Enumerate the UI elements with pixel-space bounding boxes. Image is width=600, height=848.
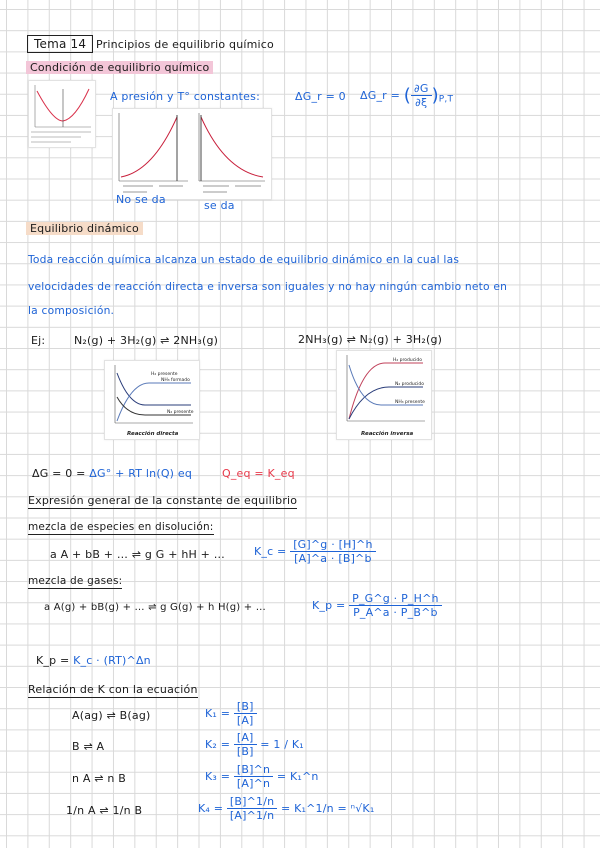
- row4-rest: = K₁^1/n = ⁿ√K₁: [280, 802, 375, 815]
- general-reaction-gases: a A(g) + bB(g) + … ⇌ g G(g) + h H(g) + …: [44, 602, 266, 613]
- gibbs-energy-figure: [112, 108, 272, 200]
- page-title: Principios de equilibrio químico: [96, 38, 274, 51]
- kp-kc-black: K_p =: [36, 654, 70, 667]
- row4-k: [198, 795, 374, 822]
- delta-g-blue: ΔG° + RT ln(Q) eq: [89, 467, 193, 480]
- kc-lhs: K_c =: [254, 545, 287, 558]
- mezcla-disolucion-label: mezcla de especies en disolución:: [28, 521, 214, 533]
- partial-g: ∂G: [411, 82, 432, 96]
- kp-kc-blue: K_c · (RT)^Δn: [73, 654, 151, 667]
- row2-k-label: K₂ =: [205, 738, 231, 751]
- condicion-text: A presión y T° constantes:: [110, 90, 260, 103]
- row4-num: [B]^1/n: [227, 795, 277, 809]
- row1-num: [B]: [234, 700, 257, 714]
- direct-reaction-figure: [104, 360, 200, 440]
- row1-k: [205, 700, 257, 727]
- label-se-da: se da: [204, 199, 235, 212]
- direct-caption: Reacción directa: [127, 431, 179, 437]
- direct-label-n2: N₂ presente: [167, 410, 194, 415]
- definition-line-2: velocidades de reacción directa e inversa son iguales y no hay ningún cambio neto en: [28, 280, 508, 293]
- row3-k-label: K₃ =: [205, 770, 231, 783]
- row3-rest: = K₁^n: [276, 770, 319, 783]
- kp-numerator: P_G^g · P_H^h: [349, 592, 442, 606]
- kc-numerator: [G]^g · [H]^h: [290, 538, 375, 552]
- row2-k: [205, 731, 304, 758]
- inverse-reaction-figure: [336, 350, 432, 440]
- gibbs-minimum-figure: [28, 80, 96, 148]
- heading-relacion-k: Relación de K con la ecuación: [28, 683, 198, 696]
- reaction-direct: N₂(g) + 3H₂(g) ⇌ 2NH₃(g): [74, 334, 219, 347]
- row3-num: [B]^n: [234, 763, 273, 777]
- delta-g-lhs: ΔG_r =: [360, 89, 400, 102]
- row4-den: [A]^1/n: [229, 809, 275, 822]
- reaction-inverse: 2NH₃(g) ⇌ N₂(g) + 3H₂(g): [298, 333, 443, 346]
- kp-expression: [312, 592, 442, 619]
- direct-label-h2: H₂ presente: [151, 372, 178, 377]
- row3-den: [A]^n: [236, 777, 271, 790]
- q-equals-k: Q_eq = K_eq: [222, 467, 295, 480]
- delta-g-definition: ΔG_r = ( $\frac{\partial G}{\partial\xi}$ )$_{P,T}$: [360, 82, 454, 109]
- kp-lhs: K_p =: [312, 599, 346, 612]
- row2-den: [B]: [236, 745, 254, 758]
- direct-label-nh3: NH₃ formado: [161, 378, 190, 383]
- tema-label: Tema 14: [27, 35, 93, 53]
- delta-g-equilibrium: [32, 467, 192, 480]
- row3-reaction: n A ⇌ n B: [72, 772, 127, 785]
- delta-g-zero: ΔG_r = 0: [295, 90, 346, 103]
- inverse-label-h2: H₂ producido: [393, 358, 423, 363]
- heading-equilibrio-dinamico: Equilibrio dinámico: [26, 222, 143, 235]
- row1-den: [A]: [236, 714, 254, 727]
- definition-line-1: Toda reacción química alcanza un estado de equilibrio dinámico en la cual las: [28, 253, 460, 266]
- definition-line-3: la composición.: [28, 304, 115, 317]
- heading-expresion-general: Expresión general de la constante de equilibrio: [28, 494, 298, 507]
- inverse-caption: Reacción inversa: [361, 431, 414, 437]
- delta-g-black: ΔG = 0 =: [32, 467, 86, 480]
- inverse-label-nh3: NH₃ presente: [395, 400, 425, 405]
- partial-xi: ∂ξ: [415, 96, 428, 109]
- row1-reaction: A(ag) ⇌ B(ag): [72, 709, 151, 722]
- ejemplo-label: Ej:: [31, 334, 46, 347]
- mezcla-gases-label: mezcla de gases:: [28, 575, 123, 587]
- kp-kc-relation: [36, 654, 151, 667]
- kp-denominator: P_A^a · P_B^b: [353, 606, 438, 619]
- row2-rest: = 1 / K₁: [260, 738, 304, 751]
- general-reaction-solution: a A + bB + … ⇌ g G + hH + …: [50, 548, 225, 561]
- row1-k-label: K₁ =: [205, 707, 231, 720]
- row3-k: [205, 763, 319, 790]
- row4-reaction: 1/n A ⇌ 1/n B: [66, 804, 143, 817]
- heading-condicion-equilibrio: Condición de equilibrio químico: [26, 61, 213, 74]
- row2-num: [A]: [234, 731, 257, 745]
- label-no-se-da: No se da: [116, 193, 166, 206]
- kc-expression: [254, 538, 376, 565]
- pt-subscript: P,T: [438, 94, 454, 105]
- kc-denominator: [A]^a · [B]^b: [294, 552, 372, 565]
- inverse-label-n2: N₂ producido: [395, 382, 425, 387]
- row2-reaction: B ⇌ A: [72, 740, 105, 753]
- row4-k-label: K₄ =: [198, 802, 224, 815]
